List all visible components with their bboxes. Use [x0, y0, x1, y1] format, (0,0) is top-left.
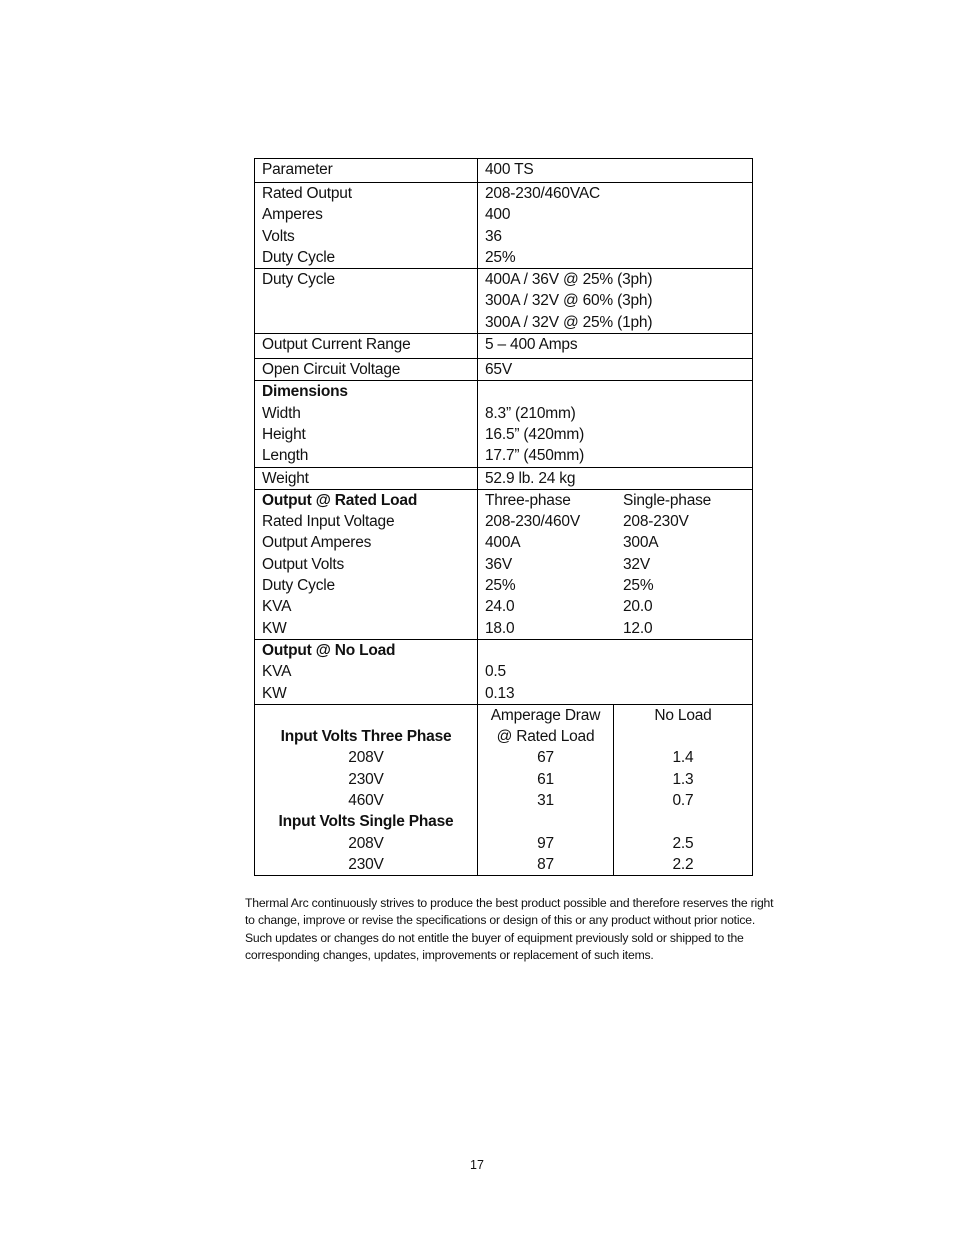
weight-label-cell [255, 467, 478, 489]
no-load-value: 0.7 [672, 792, 694, 810]
row-value: 65V [485, 361, 512, 379]
spacer [485, 811, 606, 832]
dimensions-values [478, 381, 753, 467]
row-value: 25% [485, 248, 516, 266]
row-value: 0.5 [485, 663, 506, 681]
amperage-value: 87 [537, 855, 554, 873]
row-label: Volts [262, 227, 295, 245]
table-row [255, 381, 753, 467]
spacer [621, 811, 745, 832]
disclaimer-footnote: Thermal Arc continuously strives to produce the best product possible and therefore reserves the right to change, improve or revise the specifications or design of this or any product without prior notice. Such updates or changes do not entitle the buyer of equipment previously sold or shipped to the corresponding changes, updates, improvements or replacement of such items. [245, 896, 774, 963]
row-value: 300A / 32V @ 25% (1ph) [485, 313, 653, 331]
value-pair [485, 575, 745, 596]
three-phase-heading: Input Volts Three Phase [280, 728, 452, 746]
row-label: Duty Cycle [262, 248, 335, 266]
row-label: KW [262, 619, 287, 637]
input-volts: 230V [348, 770, 384, 788]
row-label: Duty Cycle [262, 271, 335, 289]
row-label: KW [262, 684, 287, 702]
table-row [255, 704, 753, 875]
amperage-value: 97 [537, 834, 554, 852]
row-label: KVA [262, 598, 292, 616]
single-phase-head: Single-phase [623, 491, 712, 509]
row-label: Length [262, 447, 309, 465]
three-phase-head: Three-phase [485, 491, 571, 509]
input-volts-column [255, 704, 478, 875]
row-value: 400 [485, 206, 511, 224]
row-label: Output Amperes [262, 534, 372, 552]
three-phase-value: 24.0 [485, 598, 515, 616]
amperage-head-sub: @ Rated Load [496, 728, 595, 746]
row-value: 0.13 [485, 684, 515, 702]
three-phase-value: 400A [485, 534, 521, 552]
row-value: 52.9 lb. 24 kg [485, 469, 576, 487]
single-phase-value: 300A [623, 534, 659, 552]
three-phase-value: 25% [485, 577, 516, 595]
rated-output-values [478, 183, 753, 269]
row-label: Output Current Range [262, 336, 411, 354]
no-load-value: 2.2 [672, 855, 694, 873]
single-phase-value: 25% [623, 577, 654, 595]
input-volts: 208V [348, 749, 384, 767]
single-phase-heading: Input Volts Single Phase [278, 813, 454, 831]
no-load-value: 1.4 [672, 749, 694, 767]
table-row [255, 467, 753, 489]
table-row [255, 269, 753, 334]
row-value: 16.5” (420mm) [485, 425, 585, 443]
three-phase-value: 208-230/460V [485, 513, 580, 531]
current-range-value-cell [478, 334, 753, 359]
value-pair [485, 554, 745, 575]
input-volts: 460V [348, 792, 384, 810]
row-label: Amperes [262, 206, 323, 224]
section-heading: Dimensions [262, 383, 348, 401]
single-phase-value: 20.0 [623, 598, 653, 616]
amperage-value: 67 [537, 749, 554, 767]
amperage-value: 31 [537, 792, 554, 810]
row-value: 36 [485, 227, 502, 245]
value-pair [485, 490, 745, 511]
amperage-value: 61 [537, 770, 554, 788]
three-phase-value: 18.0 [485, 619, 515, 637]
row-value: 8.3” (210mm) [485, 404, 576, 422]
amperage-draw-column [478, 704, 614, 875]
single-phase-value: 12.0 [623, 619, 653, 637]
section-heading: Output @ Rated Load [262, 491, 418, 509]
table-row [255, 489, 753, 639]
table-row [255, 334, 753, 359]
current-range-label-cell [255, 334, 478, 359]
row-label: Width [262, 404, 301, 422]
table-row [255, 159, 753, 183]
table-row [255, 359, 753, 381]
rated-load-labels [255, 489, 478, 639]
value-pair [485, 532, 745, 553]
model-header-cell [478, 159, 753, 183]
ocv-value-cell [478, 359, 753, 381]
table-row [255, 183, 753, 269]
value-pair [485, 511, 745, 532]
no-load-column [614, 704, 753, 875]
row-value: 300A / 32V @ 60% (3ph) [485, 292, 653, 310]
ocv-label-cell [255, 359, 478, 381]
row-value: 5 – 400 Amps [485, 336, 578, 354]
row-label: KVA [262, 663, 292, 681]
no-load-head: No Load [654, 706, 712, 724]
spacer [262, 705, 470, 726]
value-pair [485, 596, 745, 617]
row-label: Rated Input Voltage [262, 513, 395, 531]
rated-output-labels [255, 183, 478, 269]
single-phase-value: 32V [623, 555, 650, 573]
row-value: 208-230/460VAC [485, 185, 600, 202]
param-header-cell [255, 159, 478, 183]
page-number: 17 [470, 1158, 484, 1172]
no-load-values [478, 639, 753, 704]
table-row [255, 639, 753, 704]
row-value: 400A / 36V @ 25% (3ph) [485, 271, 653, 289]
spacer [485, 381, 745, 402]
row-label: Output Volts [262, 555, 345, 573]
amperage-head: Amperage Draw [490, 706, 601, 724]
section-heading: Output @ No Load [262, 641, 396, 659]
duty-cycle-label-cell [255, 269, 478, 334]
row-label: Weight [262, 469, 309, 487]
row-label: Open Circuit Voltage [262, 361, 401, 379]
row-label: Rated Output [262, 185, 352, 202]
no-load-value: 2.5 [672, 834, 694, 852]
spacer [485, 640, 745, 661]
no-load-value: 1.3 [672, 770, 694, 788]
row-label: Height [262, 425, 306, 443]
value-pair [485, 618, 745, 639]
param-header: Parameter [262, 161, 333, 178]
rated-load-values [478, 489, 753, 639]
input-volts: 230V [348, 855, 384, 873]
model-header: 400 TS [485, 161, 534, 178]
single-phase-value: 208-230V [623, 513, 689, 531]
row-value: 17.7” (450mm) [485, 447, 585, 465]
input-volts: 208V [348, 834, 384, 852]
dimensions-labels [255, 381, 478, 467]
specifications-table [254, 158, 753, 876]
spacer [621, 726, 745, 747]
duty-cycle-values [478, 269, 753, 334]
weight-value-cell [478, 467, 753, 489]
row-label: Duty Cycle [262, 577, 335, 595]
three-phase-value: 36V [485, 555, 512, 573]
no-load-labels [255, 639, 478, 704]
